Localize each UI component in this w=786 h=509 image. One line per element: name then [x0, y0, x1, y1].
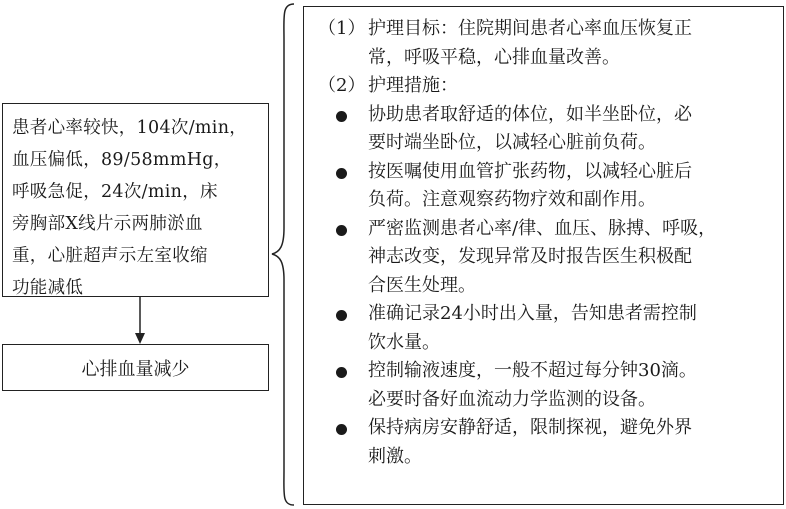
finding-line: 血压偏低，89/58mmHg， — [12, 150, 232, 170]
bullet-icon — [336, 225, 347, 236]
goal-text: 住院期间患者心率血压恢复正 — [458, 18, 692, 39]
measure-line: 饮水量。 — [368, 331, 440, 353]
measure-item — [318, 215, 773, 301]
goal-number: （1） — [318, 18, 366, 39]
nursing-diagnosis-box — [2, 344, 269, 391]
measure-line: 协助患者取舒适的体位，如半坐卧位，必 — [368, 103, 692, 125]
measure-line: 准确记录24小时出入量，告知患者需控制 — [368, 303, 697, 324]
care-plan-box — [303, 6, 784, 505]
measure-line: 负荷。注意观察药物疗效和副作用。 — [368, 189, 656, 210]
bullet-icon — [336, 168, 347, 179]
finding-line: 功能减低 — [12, 278, 84, 298]
goal-heading — [318, 15, 773, 44]
measures-label: 护理措施： — [368, 75, 458, 96]
measure-line: 必要时备好血流动力学监测的设备。 — [368, 388, 656, 410]
finding-line: 呼吸急促，24次/min，床 — [12, 182, 218, 202]
bullet-icon — [336, 111, 347, 122]
measure-line: 按医嘱使用血管扩张药物，以减轻心脏后 — [368, 160, 692, 182]
finding-line: 患者心率较快，104次/min， — [12, 118, 248, 138]
measure-item — [318, 300, 773, 357]
curly-brace — [268, 0, 304, 509]
goal-text-cont: 常，呼吸平稳，心排血量改善。 — [368, 46, 620, 68]
measure-item — [318, 101, 773, 158]
measure-item — [318, 357, 773, 414]
measure-line: 神志改变，发现异常及时报告医生积极配 — [368, 246, 692, 267]
finding-line: 重，心脏超声示左室收缩 — [12, 246, 208, 266]
flow-arrow — [130, 297, 150, 345]
measure-line: 控制输液速度，一般不超过每分钟30滴。 — [368, 360, 697, 381]
finding-line: 旁胸部X线片示两肺淤血 — [12, 214, 203, 234]
bullet-icon — [336, 424, 347, 435]
measures-heading — [318, 72, 773, 101]
nursing-diagnosis-text: 心排血量减少 — [81, 358, 190, 380]
measure-item — [318, 414, 773, 471]
goal-label: 护理目标： — [368, 18, 458, 39]
measure-item — [318, 158, 773, 215]
measure-line: 要时端坐卧位，以减轻心脏前负荷。 — [368, 132, 656, 153]
measures-number: （2） — [318, 75, 366, 96]
measure-line: 严密监测患者心率/律、血压、脉搏、呼吸， — [368, 217, 717, 239]
bullet-icon — [336, 367, 347, 378]
measure-line: 保持病房安静舒适，限制探视，避免外界 — [368, 417, 692, 438]
measure-line: 刺激。 — [368, 445, 422, 467]
bullet-icon — [336, 310, 347, 321]
patient-findings-box — [2, 103, 269, 297]
measure-line: 合医生处理。 — [368, 274, 476, 296]
